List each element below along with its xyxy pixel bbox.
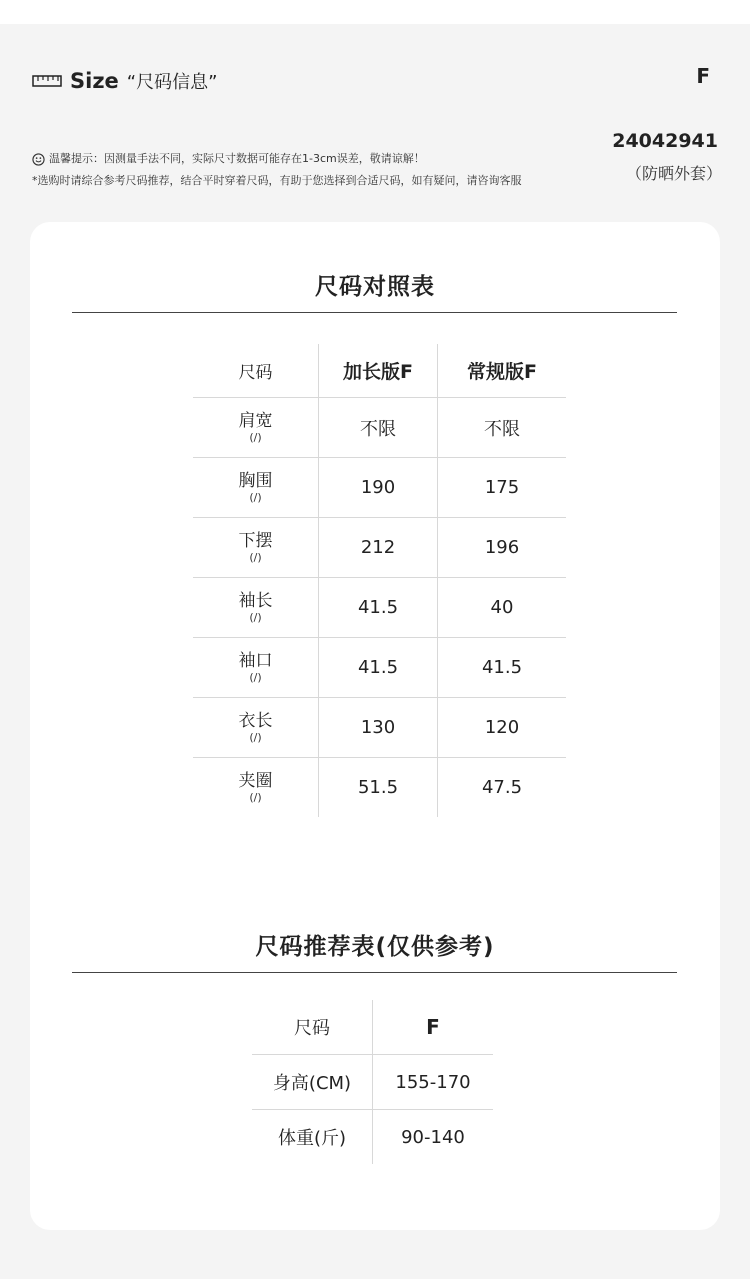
recommend-value: 155-170 <box>373 1055 494 1110</box>
value-long: 212 <box>319 518 438 578</box>
value-long: 不限 <box>319 398 438 458</box>
table-row <box>193 458 566 518</box>
value-regular: 120 <box>438 698 567 758</box>
value-regular: 47.5 <box>438 758 567 818</box>
notice-line-1: 温馨提示：因测量手法不同，实际尺寸数据可能存在1-3cm误差，敬请谅解！ <box>49 152 425 165</box>
size-subtitle: “尺码信息” <box>126 72 218 93</box>
recommend-label: 体重(斤) <box>252 1110 373 1165</box>
measure-cell <box>193 698 319 758</box>
value-regular: 40 <box>438 578 567 638</box>
value-regular: 196 <box>438 518 567 578</box>
table-row <box>252 1055 493 1110</box>
recommend-chart-title: 尺码推荐表(仅供参考) <box>255 934 495 960</box>
notice-line-2: *选购时请综合参考尺码推荐，结合平时穿着尺码，有助于您选择到合适尺码，如有疑问，请咨询客服 <box>32 174 522 187</box>
smile-icon <box>32 153 45 166</box>
value-long: 41.5 <box>319 638 438 698</box>
recommend-header-label: 尺码 <box>252 1000 373 1055</box>
table-row <box>193 758 566 818</box>
value-long: 130 <box>319 698 438 758</box>
table-row <box>193 518 566 578</box>
measure-unit: (/) <box>249 430 262 444</box>
size-chart-header-label: 尺码 <box>193 344 319 398</box>
table-row <box>193 578 566 638</box>
recommend-header-row <box>252 1000 493 1055</box>
measure-label: 袖口 <box>238 650 273 671</box>
measure-unit: (/) <box>249 490 262 504</box>
recommend-value: 90-140 <box>373 1110 494 1165</box>
recommend-chart-table <box>252 1000 493 1164</box>
table-row <box>193 638 566 698</box>
table-row <box>252 1110 493 1165</box>
value-long: 51.5 <box>319 758 438 818</box>
measure-cell <box>193 758 319 818</box>
measure-label: 肩宽 <box>238 410 273 431</box>
size-card <box>30 222 720 1230</box>
measure-label: 胸围 <box>238 470 273 491</box>
ruler-icon <box>32 74 62 88</box>
measure-unit: (/) <box>249 670 262 684</box>
measure-unit: (/) <box>249 730 262 744</box>
recommend-chart-divider <box>72 972 677 973</box>
value-long: 190 <box>319 458 438 518</box>
measure-label: 夹圈 <box>238 770 273 791</box>
measure-unit: (/) <box>249 790 262 804</box>
measure-unit: (/) <box>249 610 262 624</box>
measure-cell <box>193 578 319 638</box>
measure-cell <box>193 458 319 518</box>
size-chart-header-long: 加长版F <box>319 344 438 398</box>
measure-label: 衣长 <box>238 710 273 731</box>
size-title: Size <box>70 69 119 93</box>
size-chart-title: 尺码对照表 <box>315 274 435 300</box>
value-long: 41.5 <box>319 578 438 638</box>
size-chart-header-regular: 常规版F <box>467 361 537 383</box>
size-letter: F <box>696 64 710 88</box>
table-row <box>193 698 566 758</box>
size-header <box>32 66 217 96</box>
value-regular: 175 <box>438 458 567 518</box>
size-chart-table <box>193 344 566 817</box>
measure-cell <box>193 518 319 578</box>
product-code: 24042941 <box>612 130 718 152</box>
recommend-label: 身高(CM) <box>252 1055 373 1110</box>
measure-label: 袖长 <box>238 590 273 611</box>
measure-unit: (/) <box>249 550 262 564</box>
table-row <box>193 398 566 458</box>
size-chart-header-row <box>193 344 566 398</box>
recommend-header-size: F <box>426 1015 440 1039</box>
value-regular: 不限 <box>438 398 567 458</box>
measure-label: 下摆 <box>238 530 273 551</box>
measure-cell <box>193 398 319 458</box>
product-type: （防晒外套） <box>625 164 722 183</box>
measure-cell <box>193 638 319 698</box>
size-chart-divider <box>72 312 677 313</box>
value-regular: 41.5 <box>438 638 567 698</box>
notice-block <box>32 148 522 192</box>
